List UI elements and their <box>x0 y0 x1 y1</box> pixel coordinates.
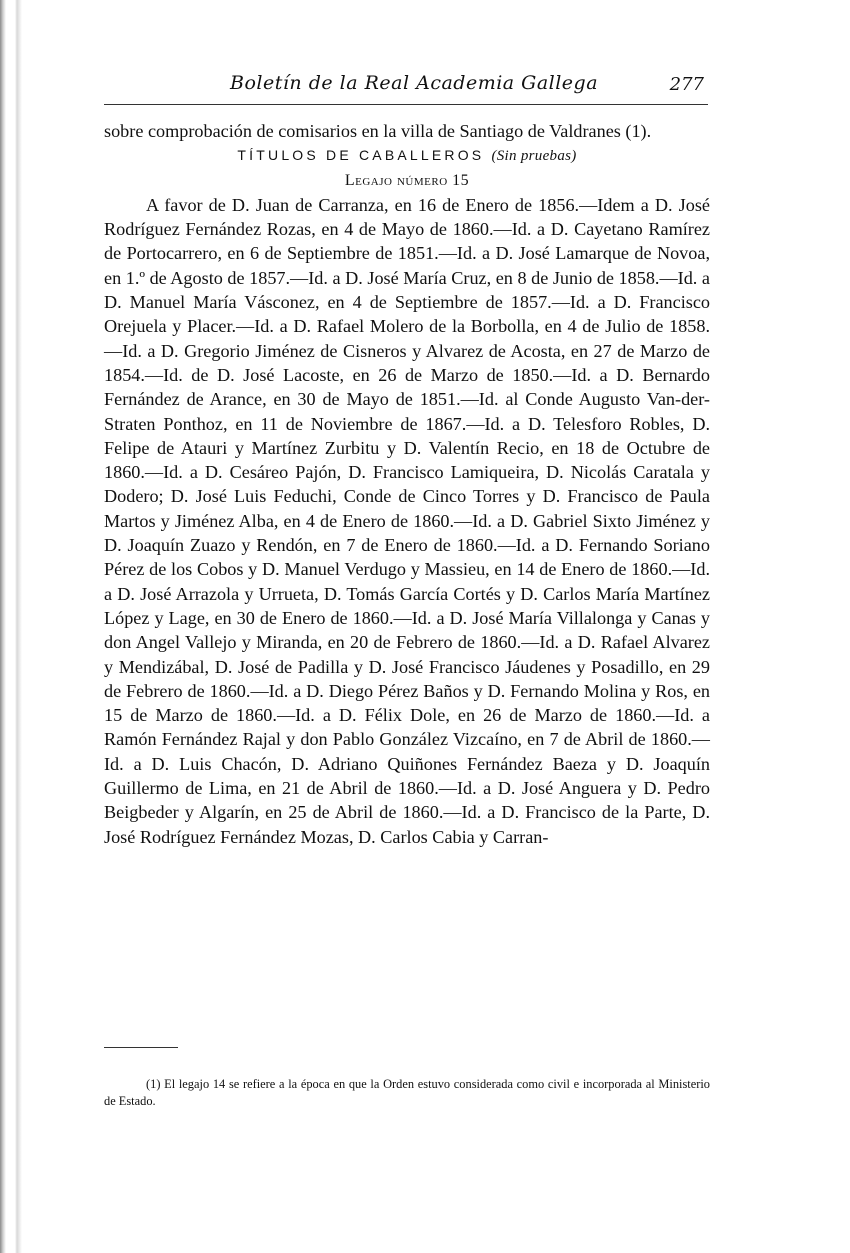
page-content <box>104 119 710 849</box>
section-heading <box>104 143 710 168</box>
page-binding-edge <box>0 0 22 1253</box>
footnote: (1) El legajo 14 se refiere a la época en que la Orden estuvo considerada como civil e incorporada al Ministerio de Estado. <box>104 1077 710 1109</box>
intro-paragraph: sobre comprobación de comisarios en la villa de Santiago de Valdranes (1). <box>104 121 652 141</box>
page-number: 277 <box>669 74 704 95</box>
legajo-label: Legajo número <box>344 171 448 189</box>
legajo-heading <box>104 169 710 193</box>
running-header <box>104 70 708 105</box>
section-subtitle: (Sin pruebas) <box>491 148 577 165</box>
journal-title: Boletín de la Real Academia Gallega <box>230 72 599 94</box>
footnote-divider <box>104 1047 178 1048</box>
body-paragraph: A favor de D. Juan de Carranza, en 16 de Enero de 1856.—Idem a D. José Rodríguez Fernández Rozas, en 4 de Mayo de 1860.—Id. a D. Cayetano Ramírez de Portocarrero, en 6 de Septiembre de 1851.—Id. a D. José Lamarque de Novoa, en 1.º de Agosto de 1857.—Id. a D. José María Cruz, en 8 de Junio de 1858.—Id. a D. Manuel María Vásconez, en 4 de Septiembre de 1857.—Id. a D. Francisco Orejuela y Placer.—Id. a D. Rafael Molero de la Borbolla, en 4 de Julio de 1858.—Id. a D. Gregorio Jiménez de Cisneros y Alvarez de Acosta, en 27 de Marzo de 1854.—Id. de D. José Lacoste, en 26 de Marzo de 1850.—Id. a D. Bernardo Fernández de Arance, en 30 de Mayo de 1851.—Id. al Conde Augusto Van-der-Straten Ponthoz, en 11 de Noviembre de 1867.—Id. a D. Telesforo Robles, D. Felipe de Atauri y Martínez Zurbitu y D. Valentín Recio, en 18 de Octubre de 1860.—Id. a D. Cesáreo Pajón, D. Francisco Lamiqueira, D. Nicolás Caratala y Dodero; D. José Luis Feduchi, Conde de Cinco Torres y D. Francisco de Paula Martos y Jiménez Alba, en 4 de Enero de 1860.—Id. a D. Gabriel Sixto Jiménez y D. Joaquín Zuazo y Rendón, en 7 de Enero de 1860.—Id. a D. Fernando Soriano Pérez de los Cobos y D. Manuel Verdugo y Massieu, en 14 de Enero de 1860.—Id. a D. José Arrazola y Urrueta, D. Tomás García Cortés y D. Carlos María Martínez López y Lage, en 30 de Enero de 1860.—Id. a D. José María Villalonga y Canas y don Angel Vallejo y Miranda, en 20 de Febrero de 1860.—Id. a D. Rafael Alvarez y Mendizábal, D. José de Padilla y D. José Francisco Jáudenes y Posadillo, en 29 de Febrero de 1860.—Id. a D. Diego Pérez Baños y D. Fernando Molina y Ros, en 15 de Marzo de 1860.—Id. a D. Félix Dole, en 26 de Marzo de 1860.—Id. a Ramón Fernández Rajal y don Pablo González Vizcaíno, en 7 de Abril de 1860.—Id. a D. Luis Chacón, D. Adriano Quiñones Fernández Baeza y D. Joaquín Guillermo de Lima, en 21 de Abril de 1860.—Id. a D. José Anguera y D. Pedro Beigbeder y Algarín, en 25 de Abril de 1860.—Id. a D. Francisco de la Parte, D. José Rodríguez Fernández Mozas, D. Carlos Cabia y Carran- <box>104 194 710 847</box>
legajo-number: 15 <box>452 171 470 189</box>
section-title: TÍTULOS DE CABALLEROS <box>237 147 485 164</box>
